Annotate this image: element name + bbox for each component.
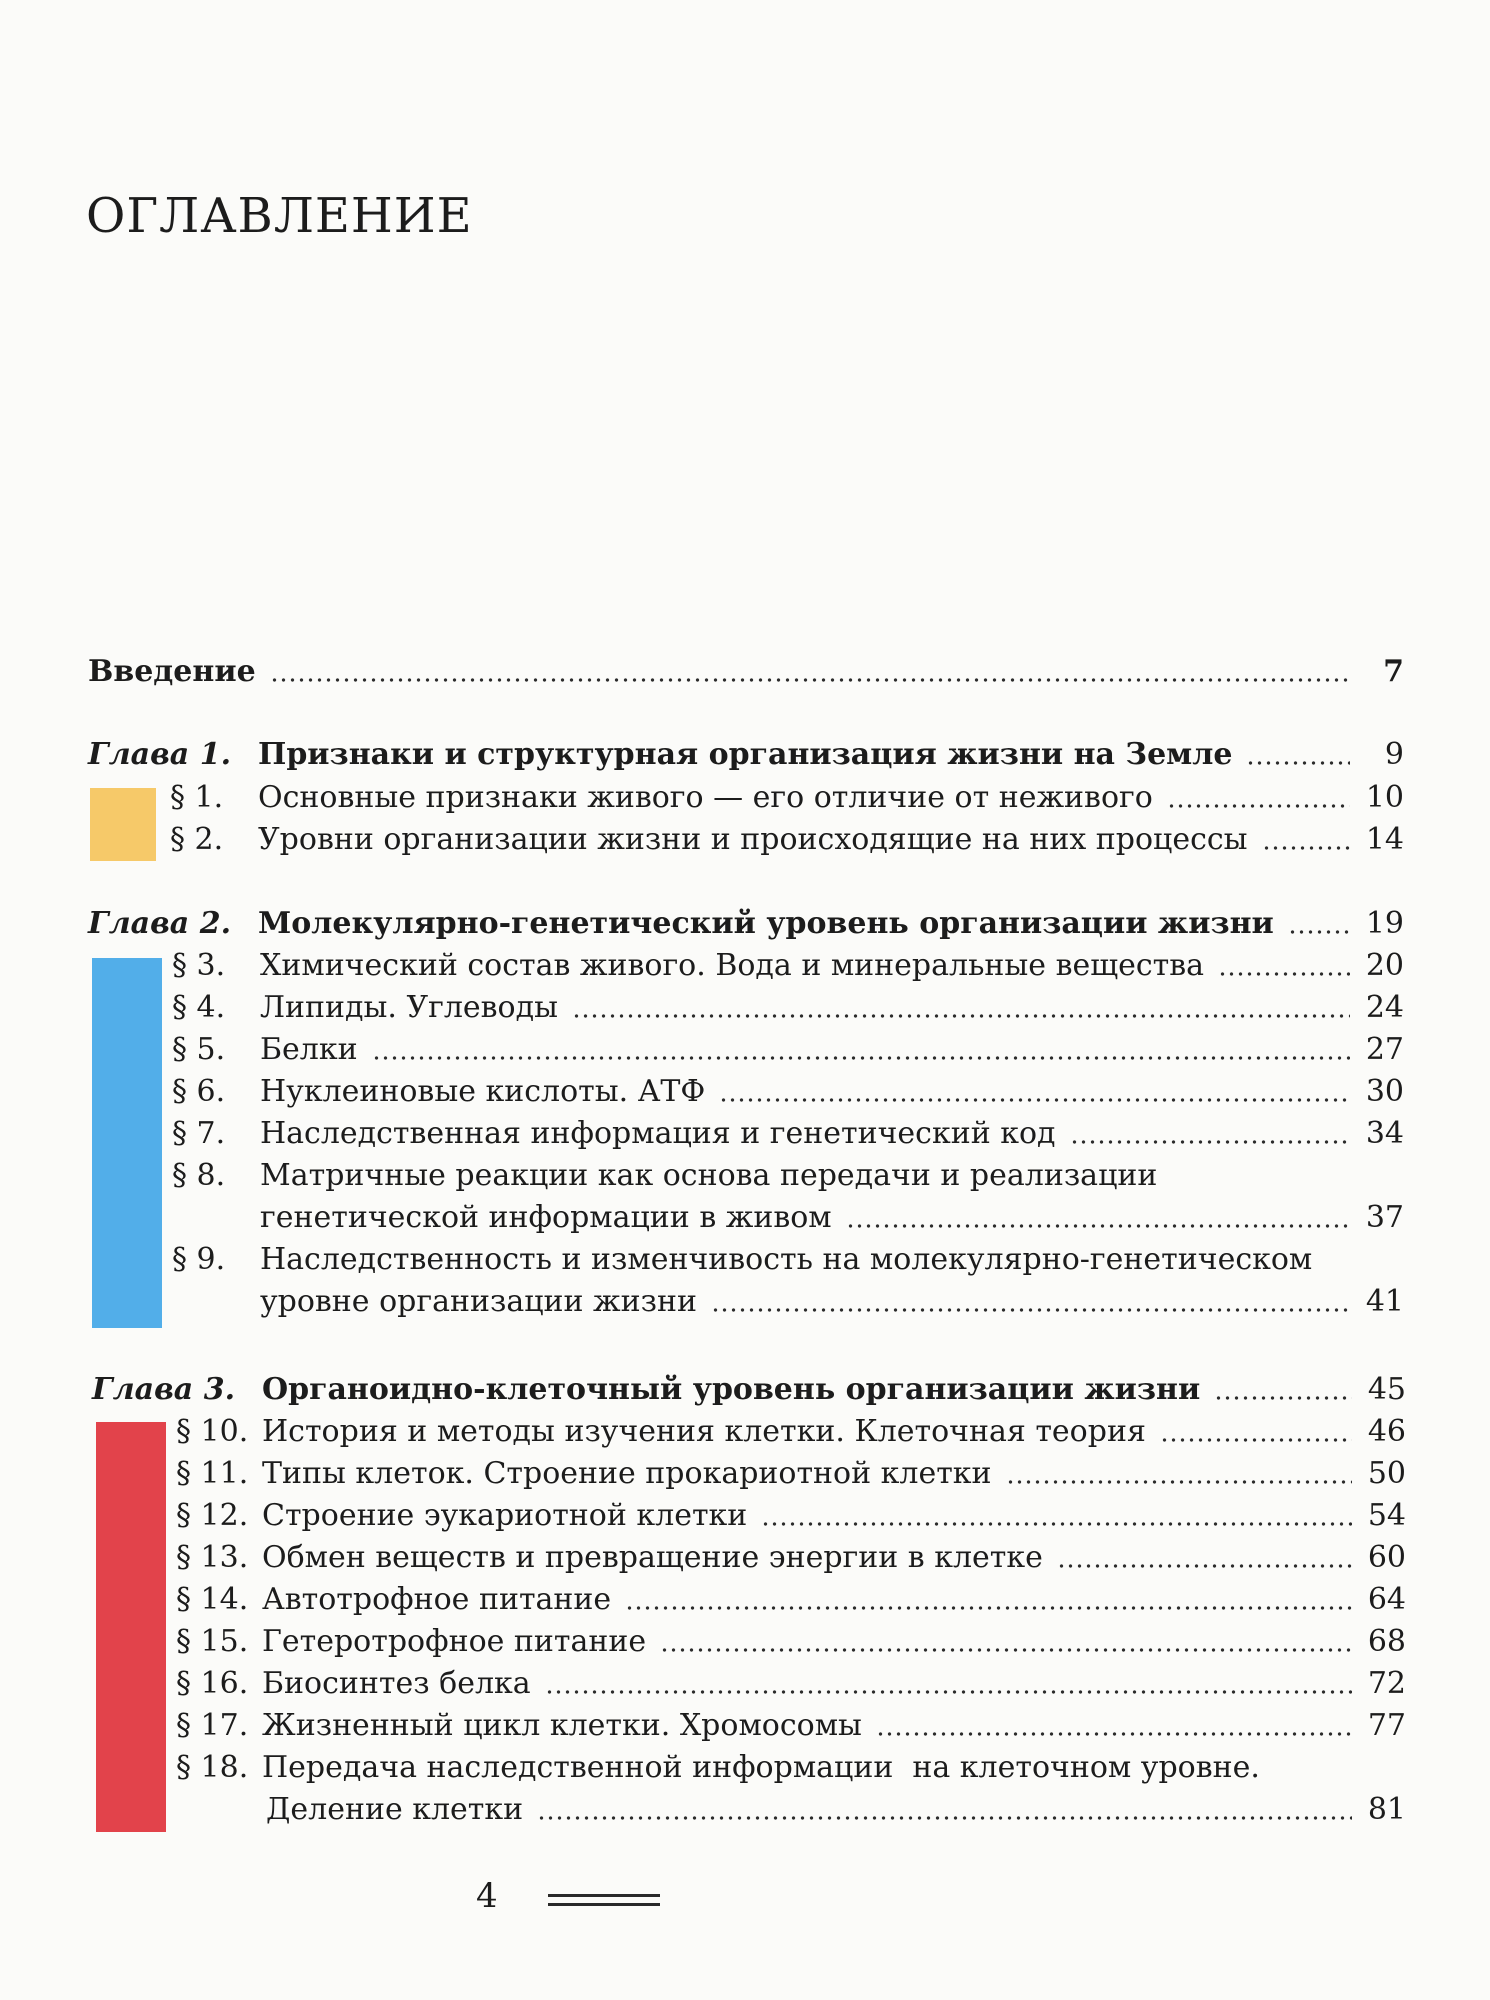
toc-chapter-1[interactable]	[88, 735, 1404, 775]
leader-dots	[1057, 1563, 1352, 1569]
toc-page-number: 24	[1365, 990, 1404, 1025]
toc-section[interactable]	[176, 1496, 1406, 1536]
toc-section[interactable]	[172, 1030, 1404, 1070]
section-title: Основные признаки живого — его отличие от неживого	[258, 780, 1153, 815]
chapter-title: Молекулярно-генетический уровень организации жизни	[258, 906, 1274, 941]
section-title: Типы клеток. Строение прокариотной клетки	[262, 1456, 992, 1491]
leader-dots	[719, 1097, 1350, 1103]
chapter-label: Глава 1.	[88, 737, 232, 772]
leader-dots	[270, 677, 1350, 683]
section-number: § 8.	[172, 1158, 226, 1193]
leader-dots	[1167, 803, 1350, 809]
toc-page-number: 19	[1365, 906, 1404, 941]
section-number: § 18.	[176, 1750, 249, 1785]
toc-section[interactable]	[176, 1454, 1406, 1494]
toc-section[interactable]	[176, 1538, 1406, 1578]
section-number: § 10.	[176, 1414, 249, 1449]
toc-chapter-2[interactable]	[88, 904, 1404, 944]
section-title: Автотрофное питание	[262, 1582, 612, 1617]
toc-page-number: 60	[1367, 1540, 1406, 1575]
chapter-label: Глава 2.	[88, 906, 232, 941]
toc-section-first-line[interactable]	[172, 1156, 1404, 1196]
toc-page-number: 20	[1365, 948, 1404, 983]
leader-dots	[846, 1223, 1350, 1229]
toc-section[interactable]	[170, 778, 1404, 818]
section-title: Обмен веществ и превращение энергии в клетке	[262, 1540, 1043, 1575]
footer-rule-top	[548, 1894, 660, 1897]
toc-section-first-line[interactable]	[172, 1240, 1404, 1280]
toc-page-number: 45	[1367, 1372, 1406, 1407]
section-title-continued: уровне организации жизни	[260, 1284, 697, 1319]
leader-dots	[1262, 845, 1350, 851]
toc-page-number: 7	[1383, 654, 1404, 689]
chapter-title: Признаки и структурная организация жизни на Земле	[258, 737, 1233, 772]
section-title: Нуклеиновые кислоты. АТФ	[260, 1074, 706, 1109]
section-title: Белки	[260, 1032, 358, 1067]
leader-dots	[660, 1647, 1352, 1653]
section-number: § 11.	[176, 1456, 249, 1491]
leader-dots	[711, 1307, 1350, 1313]
section-number: § 6.	[172, 1074, 226, 1109]
toc-page-number: 34	[1365, 1116, 1404, 1151]
section-title: Передача наследственной информации на клеточном уровне.	[262, 1750, 1260, 1785]
toc-entry-intro[interactable]	[88, 652, 1404, 692]
toc-page-number: 9	[1384, 737, 1404, 772]
leader-dots	[545, 1689, 1352, 1695]
toc-intro-label: Введение	[88, 654, 256, 689]
toc-section[interactable]	[172, 1072, 1404, 1112]
section-title-continued: Деление клетки	[266, 1792, 524, 1827]
toc-page-number: 54	[1367, 1498, 1406, 1533]
leader-dots	[1218, 971, 1350, 977]
toc-page-number: 50	[1367, 1456, 1406, 1491]
toc-page-number: 77	[1367, 1708, 1406, 1743]
section-number: § 12.	[176, 1498, 249, 1533]
section-title: Химический состав живого. Вода и минеральные вещества	[260, 948, 1205, 983]
section-title: Уровни организации жизни и происходящие на них процессы	[258, 822, 1248, 857]
chapter-3-color-bar	[96, 1422, 166, 1832]
toc-page-number: 72	[1367, 1666, 1406, 1701]
toc-section[interactable]	[176, 1412, 1406, 1452]
toc-section-continuation[interactable]	[266, 1790, 1406, 1830]
toc-section[interactable]	[172, 946, 1404, 986]
leader-dots	[1070, 1139, 1350, 1145]
toc-page-number: 14	[1365, 822, 1404, 857]
leader-dots	[876, 1731, 1352, 1737]
leader-dots	[537, 1815, 1352, 1821]
toc-section[interactable]	[170, 820, 1404, 860]
leader-dots	[572, 1013, 1350, 1019]
toc-section-continuation[interactable]	[260, 1282, 1404, 1322]
section-number: § 9.	[172, 1242, 226, 1277]
chapter-label: Глава 3.	[92, 1372, 236, 1407]
page-title: ОГЛАВЛЕНИЕ	[86, 188, 473, 244]
toc-page-number: 30	[1365, 1074, 1404, 1109]
section-number: § 14.	[176, 1582, 249, 1617]
section-number: § 16.	[176, 1666, 249, 1701]
leader-dots	[372, 1055, 1350, 1061]
toc-page-number: 46	[1367, 1414, 1406, 1449]
section-title-continued: генетической информации в живом	[260, 1200, 832, 1235]
toc-page-number: 64	[1367, 1582, 1406, 1617]
section-number: § 17.	[176, 1708, 249, 1743]
toc-section[interactable]	[176, 1706, 1406, 1746]
section-number: § 4.	[172, 990, 226, 1025]
toc-page-number: 10	[1365, 780, 1404, 815]
section-number: § 2.	[170, 822, 224, 857]
section-title: Биосинтез белка	[262, 1666, 531, 1701]
chapter-1-color-bar	[90, 788, 156, 861]
page-number: 4	[476, 1876, 498, 1916]
section-title: Наследственная информация и генетический код	[260, 1116, 1056, 1151]
leader-dots	[1160, 1437, 1352, 1443]
section-number: § 1.	[170, 780, 224, 815]
toc-section-first-line[interactable]	[176, 1748, 1406, 1788]
toc-chapter-3[interactable]	[92, 1370, 1406, 1410]
section-number: § 5.	[172, 1032, 226, 1067]
leader-dots	[1214, 1395, 1352, 1401]
section-title: Липиды. Углеводы	[260, 990, 558, 1025]
section-title: Матричные реакции как основа передачи и реализации	[260, 1158, 1158, 1193]
toc-page-number: 68	[1367, 1624, 1406, 1659]
toc-section[interactable]	[176, 1622, 1406, 1662]
leader-dots	[1246, 760, 1350, 766]
chapter-title: Органоидно-клеточный уровень организации жизни	[262, 1372, 1201, 1407]
section-title: Жизненный цикл клетки. Хромосомы	[262, 1708, 862, 1743]
toc-page-number: 37	[1365, 1200, 1404, 1235]
toc-section[interactable]	[176, 1580, 1406, 1620]
section-number: § 13.	[176, 1540, 249, 1575]
footer-rule-bottom	[548, 1903, 660, 1906]
section-number: § 15.	[176, 1624, 249, 1659]
toc-page-number: 41	[1365, 1284, 1404, 1319]
section-title: Гетеротрофное питание	[262, 1624, 647, 1659]
leader-dots	[1006, 1479, 1352, 1485]
section-title: История и методы изучения клетки. Клеточная теория	[262, 1414, 1146, 1449]
toc-section[interactable]	[176, 1664, 1406, 1704]
section-number: § 3.	[172, 948, 226, 983]
section-title: Строение эукариотной клетки	[262, 1498, 748, 1533]
toc-page-number: 27	[1365, 1032, 1404, 1067]
section-number: § 7.	[172, 1116, 226, 1151]
leader-dots	[761, 1521, 1352, 1527]
leader-dots	[1288, 929, 1350, 935]
leader-dots	[625, 1605, 1352, 1611]
toc-section-continuation[interactable]	[260, 1198, 1404, 1238]
chapter-2-color-bar	[92, 958, 162, 1328]
toc-section[interactable]	[172, 988, 1404, 1028]
section-title: Наследственность и изменчивость на молекулярно-генетическом	[260, 1242, 1313, 1277]
toc-page-number: 81	[1367, 1792, 1406, 1827]
toc-section[interactable]	[172, 1114, 1404, 1154]
